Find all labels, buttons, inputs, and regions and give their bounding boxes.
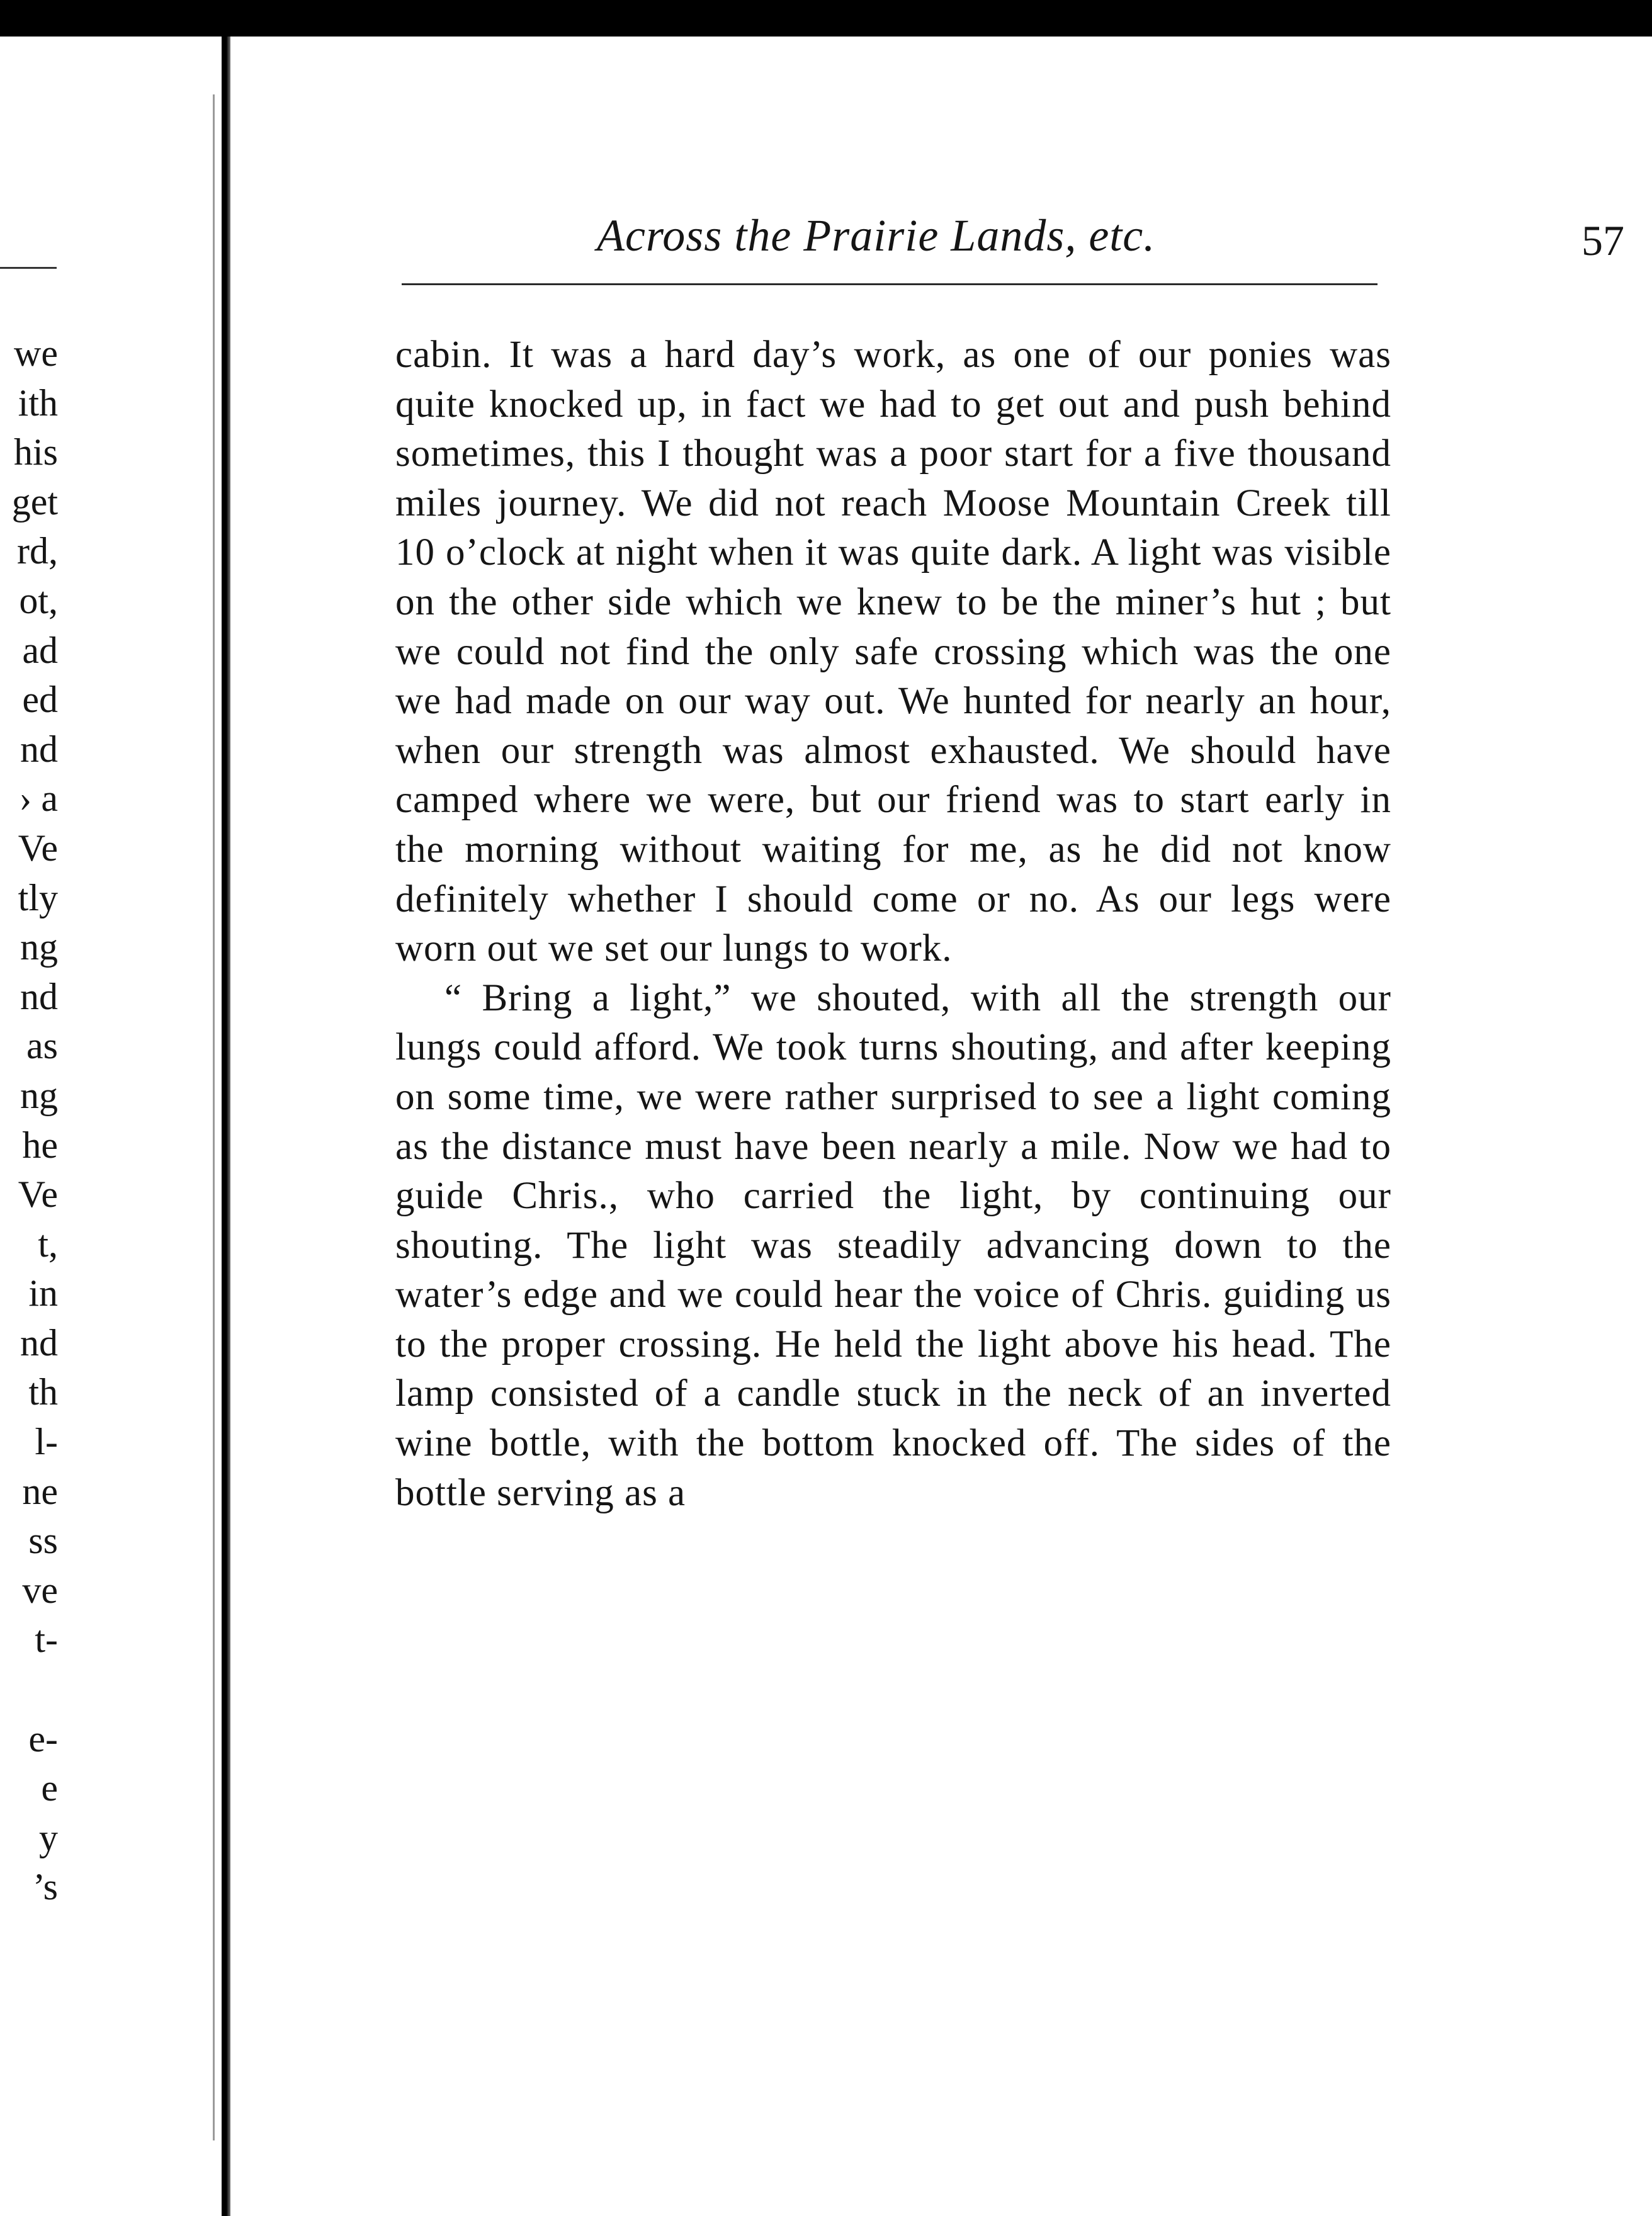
book-page xyxy=(230,37,1652,2216)
facing-page-line: ’s xyxy=(32,1866,58,1908)
facing-page-line: get xyxy=(11,480,58,523)
facing-page-line: Ve xyxy=(18,1173,58,1216)
facing-page-line: in xyxy=(28,1272,58,1314)
facing-page-line: nd xyxy=(20,975,58,1017)
body-text xyxy=(395,331,1391,1518)
facing-page-line: he xyxy=(22,1124,58,1166)
facing-page-line: ot, xyxy=(19,579,58,621)
facing-page-line: y xyxy=(39,1816,58,1858)
page-edge-shadow xyxy=(222,37,230,2216)
facing-page-line: ed xyxy=(22,679,58,721)
facing-page-line: th xyxy=(28,1371,58,1413)
facing-page-line: tly xyxy=(18,876,58,919)
facing-page-line: › a xyxy=(19,777,58,820)
facing-page-line: as xyxy=(26,1025,58,1067)
facing-page-line: ad xyxy=(22,629,58,671)
facing-page-line: ne xyxy=(22,1470,58,1512)
facing-page-line: rd, xyxy=(17,530,58,572)
facing-page-line: nd xyxy=(20,728,58,770)
facing-page-line: ng xyxy=(20,1074,58,1116)
paragraph: cabin. It was a hard day’s work, as one of our ponies was quite knocked up, in fact we had to get out and push behind sometimes, this I thought was a poor start for a five thousand miles journey. We did not reach Moose Mountain Creek till 10 o’clock at night when it was quite dark. A light was visible on the other side which we knew to be the miner’s hut ; but we could not find the only safe crossing which was the one we had made on our way out. We hunted for nearly an hour, when our strength was almost exhausted. We should have camped where we were, but our friend was to start early in the morning without waiting for me, as he did not know definitely whether I should come or no. As our legs were worn out we set our lungs to work. xyxy=(395,334,1391,970)
gutter-line xyxy=(213,94,215,2140)
facing-page-line: l- xyxy=(35,1421,58,1463)
page-number: 57 xyxy=(1581,217,1624,264)
facing-page-line: t- xyxy=(35,1619,58,1661)
facing-page-line: nd xyxy=(20,1321,58,1364)
facing-page-line: his xyxy=(13,431,58,473)
facing-page-head-rule xyxy=(0,267,57,269)
scan-border-top xyxy=(0,0,1652,37)
facing-page-line: e xyxy=(41,1767,58,1809)
facing-page-text-fragments xyxy=(12,329,58,1912)
facing-page-line: t, xyxy=(38,1223,58,1265)
facing-page-line xyxy=(12,1665,58,1714)
facing-page-line: Ve xyxy=(18,827,58,869)
facing-page-left xyxy=(0,37,214,2216)
header-rule xyxy=(402,283,1378,285)
paragraph: “ Bring a light,” we shouted, with all the strength our lungs could afford. We took turns shouting, and after keeping on some time, we were rather surprised to see a light coming as the distance must have been nearly a mile. Now we had to guide Chris., who carried the light, by continuing our shouting. The light was steadily advancing down to the water’s edge and we could hear the voice of Chris. guiding us to the proper crossing. He held the light above his head. The lamp consisted of a candle stuck in the neck of an inverted wine bottle, with the bottom knocked off. The sides of the bottle serving as a xyxy=(395,976,1391,1514)
facing-page-line: e- xyxy=(28,1717,58,1760)
running-head xyxy=(597,210,1624,273)
facing-page-line: we xyxy=(14,332,58,374)
facing-page-line: ith xyxy=(18,382,58,424)
facing-page-line: ve xyxy=(22,1569,58,1611)
running-title: Across the Prairie Lands, etc. xyxy=(597,210,1156,261)
facing-page-line: ss xyxy=(28,1520,58,1562)
facing-page-line: ng xyxy=(20,926,58,968)
